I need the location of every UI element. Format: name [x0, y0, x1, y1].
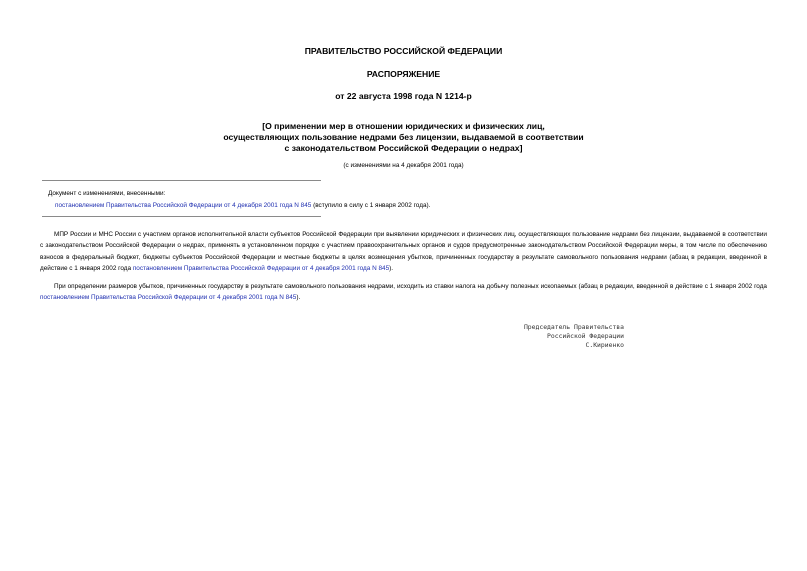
body-paragraph-1: [40, 229, 767, 275]
signature-title: Председатель Правительства: [523, 323, 624, 331]
paragraph-text: МПР России и МНС России с участием органов исполнительной власти субъектов Российской Федерации при выявлении юридических и физических лиц, осуществляющих пользование недрами без лицензии, выдаваемой в соответствии с законодательством Российской Федерации о недрах, применять в установленном порядке с участием правоохранительных органов и судов предусмотренные законодательством Российской Федерации меры, в том числе по обеспечению взносов в федеральный бюджет, бюджеты субъектов Российской Федерации и местные бюджеты в целях возмещения убытков, причиненных государству в результате самовольного пользования недрами (абзац в редакции, введенной в действие с 1 января 2002 года: [40, 231, 767, 273]
amendment-link[interactable]: постановлением Правительства Российской Федерации от 4 декабря 2001 года N 845: [55, 202, 312, 209]
document-subject-line: [О применении мер в отношении юридических и физических лиц,: [262, 121, 545, 131]
body-paragraph-2: [40, 281, 767, 304]
paragraph-end: ).: [389, 265, 394, 273]
document-subject-line: с законодательством Российской Федерации о недрах]: [284, 143, 523, 153]
divider-top: [42, 180, 321, 181]
paragraph-text: При определении размеров убытков, причиненных государству в результате самовольного пользования недрами, исходить из ставки налога на добычу полезных ископаемых (абзац в редакции, введенной в действие с 1 января 2002 года: [54, 283, 767, 290]
signature-country: Российской Федерации: [547, 332, 624, 340]
changes-suffix: (вступило в силу с 1 января 2002 года).: [311, 202, 431, 209]
document-subject: [0, 121, 807, 154]
amendment-note: (с изменениями на 4 декабря 2001 года): [343, 162, 464, 169]
changes-line: [55, 202, 430, 209]
document-date-number: от 22 августа 1998 года N 1214-р: [335, 91, 472, 101]
government-heading: ПРАВИТЕЛЬСТВО РОССИЙСКОЙ ФЕДЕРАЦИИ: [304, 46, 503, 56]
amendment-link[interactable]: постановлением Правительства Российской Федерации от 4 декабря 2001 года N 845: [132, 265, 390, 273]
amendment-link[interactable]: постановлением Правительства Российской Федерации от 4 декабря 2001 года N 845: [40, 294, 297, 302]
document-subject-line: осуществляющих пользование недрами без лицензии, выдаваемой в соответствии: [223, 132, 584, 142]
paragraph-end: ).: [296, 294, 301, 302]
changes-intro: Документ с изменениями, внесенными:: [48, 190, 166, 197]
signature-block: [470, 323, 624, 350]
divider-bottom: [42, 216, 321, 217]
signature-name: С.Кириенко: [585, 341, 624, 349]
document-type-heading: РАСПОРЯЖЕНИЕ: [366, 69, 441, 79]
